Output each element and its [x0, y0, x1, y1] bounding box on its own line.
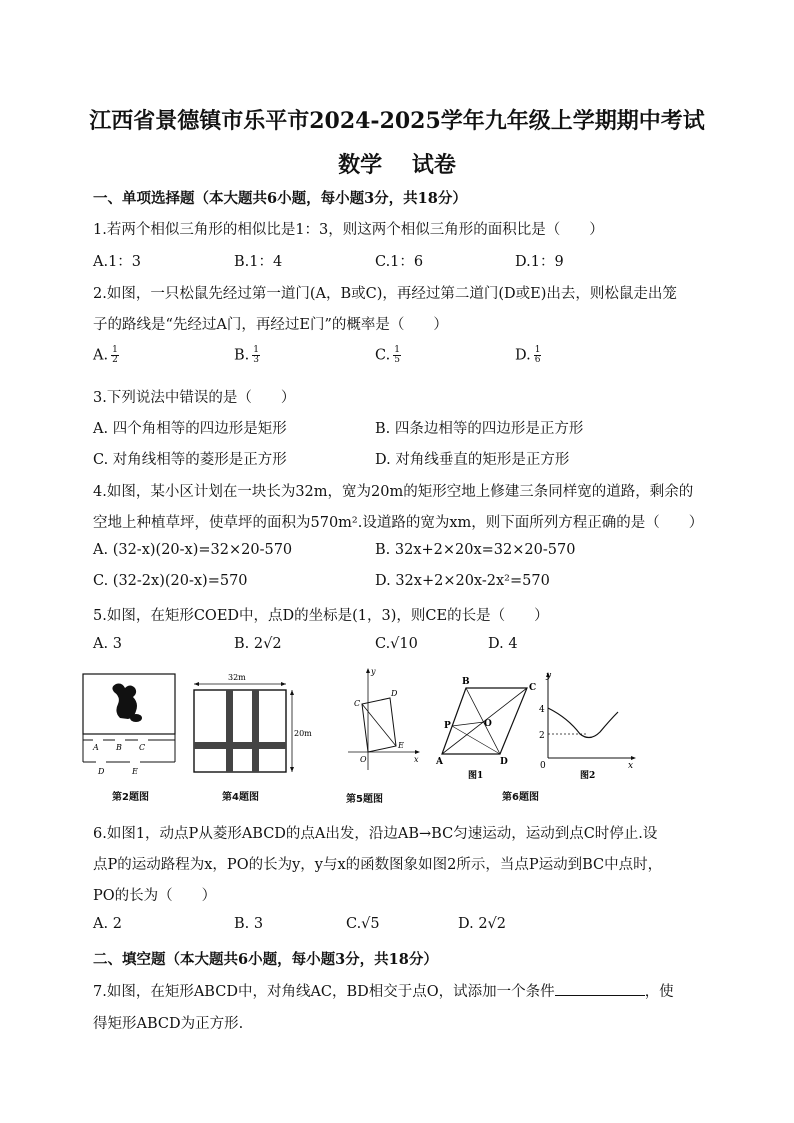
gate-b-label: B: [116, 743, 122, 752]
graph-tick-2: 2: [539, 731, 545, 741]
field-width-label: 20m: [294, 729, 312, 738]
fig6-a-label: A: [436, 757, 443, 767]
graph-y-label: y: [546, 671, 552, 681]
q5-option-c: C.√10: [375, 636, 418, 652]
q3-stem: 3.下列说法中错误的是（ ）: [93, 390, 296, 406]
q5-stem: 5.如图，在矩形COED中，点D的坐标是(1，3)，则CE的长是（ ）: [93, 608, 549, 624]
q5-option-d: D. 4: [488, 636, 518, 652]
graph-x-label: x: [628, 761, 634, 771]
fig5-c-label: C: [354, 699, 361, 708]
q6-stem-line1: 6.如图1，动点P从菱形ABCD的点A出发，沿边AB→BC匀速运动，运动到点C时停止.设: [93, 826, 658, 842]
road-vertical-1: [226, 690, 233, 772]
q7-stem-part2: ，使: [644, 984, 674, 1000]
figure-q5-caption: 第5题图: [346, 794, 383, 805]
figure-q2-cage: [80, 670, 180, 778]
graph-tick-4: 4: [539, 705, 545, 715]
q6-option-c: C.√5: [346, 916, 380, 932]
q7-stem-line2: 得矩形ABCD为正方形.: [93, 1016, 244, 1032]
q6-option-b: B. 3: [234, 916, 264, 932]
q3-option-d: D. 对角线垂直的矩形是正方形: [375, 452, 570, 468]
fig6-c-label: C: [529, 683, 537, 693]
section2-heading: 二、填空题（本大题共6小题，每小题3分，共18分）: [93, 951, 438, 968]
q4-stem-line1: 4.如图，某小区计划在一块长为32m，宽为20m的矩形空地上修建三条同样宽的道路，剩余的: [93, 484, 694, 500]
q2-option-c: C. $\frac{1}{5}$: [375, 345, 400, 365]
fig6-b-label: B: [462, 677, 470, 687]
q2-stem-line1: 2.如图，一只松鼠先经过第一道门(A，B或C)，再经过第二道门(D或E)出去，则松鼠走出笼: [93, 286, 677, 302]
squirrel-icon: [112, 684, 142, 723]
fig6-p-label: P: [444, 721, 451, 731]
figure-q5-axes: [340, 662, 425, 777]
fig5-o-label: O: [360, 755, 367, 764]
q1-option-a: A.1：3: [93, 254, 142, 270]
fig5-d-label: D: [391, 689, 398, 698]
q5-option-b: B. 2√2: [234, 636, 282, 652]
q2-option-d: D. $\frac{1}{6}$: [515, 345, 541, 365]
exam-subtitle: 数学 试卷: [338, 152, 456, 178]
q6-stem-line3: PO的长为（ ）: [93, 888, 217, 904]
q1-stem: 1.若两个相似三角形的相似比是1：3，则这两个相似三角形的面积比是（ ）: [93, 222, 604, 238]
figure-q4-caption: 第4题图: [222, 792, 259, 803]
figure-q6-graph: [538, 668, 638, 780]
q6-option-a: A. 2: [93, 916, 122, 932]
q2-option-a: A. $\frac{1}{2}$: [93, 345, 118, 365]
road-vertical-2: [252, 690, 259, 772]
gate-d-label: D: [98, 767, 105, 776]
gate-c-label: C: [139, 743, 146, 752]
gate-a-label: A: [93, 743, 99, 752]
gate-e-label: E: [132, 767, 138, 776]
graph-curve: [548, 708, 618, 738]
q4-option-a: A. (32-x)(20-x)=32×20-570: [93, 542, 293, 558]
q1-option-d: D.1：9: [515, 254, 564, 270]
q6-stem-line2: 点P的运动路程为x，PO的长为y，y与x的函数图象如图2所示，当点P运动到BC中点时，: [93, 857, 663, 873]
fig5-x-label: x: [414, 755, 419, 764]
q2-option-b: B. $\frac{1}{3}$: [234, 345, 259, 365]
figure-q6-rhombus: [432, 668, 542, 780]
figure-q2-caption: 第2题图: [112, 792, 149, 803]
q2-stem-line2: 子的路线是“先经过A门，再经过E门”的概率是（ ）: [93, 317, 448, 333]
q3-option-c: C. 对角线相等的菱形是正方形: [93, 452, 287, 468]
field-rectangle: [194, 690, 286, 772]
fig6-d-label: D: [500, 757, 508, 767]
fig6-sub2-label: 图2: [580, 771, 596, 780]
section1-heading: 一、单项选择题（本大题共6小题，每小题3分，共18分）: [93, 190, 467, 207]
q7-stem-line1: [93, 980, 674, 1001]
q5-option-a: A. 3: [93, 636, 122, 652]
fig6-sub1-label: 图1: [468, 771, 484, 780]
fig6-o-label: O: [484, 719, 492, 729]
q1-option-b: B.1：4: [234, 254, 283, 270]
figure-q4-field: [190, 670, 320, 778]
q6-option-d: D. 2√2: [458, 916, 507, 932]
q4-option-d: D. 32x+2×20x-2x²=570: [375, 573, 550, 589]
q1-option-c: C.1：6: [375, 254, 424, 270]
fig5-y-label: y: [371, 667, 376, 676]
road-horizontal: [194, 742, 286, 749]
q4-option-b: B. 32x+2×20x=32×20-570: [375, 542, 576, 558]
q7-stem-part1: 7.如图，在矩形ABCD中，对角线AC，BD相交于点O，试添加一个条件: [93, 984, 555, 1000]
figure-q6-caption: 第6题图: [502, 792, 539, 803]
q3-option-b: B. 四条边相等的四边形是正方形: [375, 421, 584, 437]
field-length-label: 32m: [228, 673, 246, 682]
exam-title: 江西省景德镇市乐平市2024-2025学年九年级上学期期中考试: [89, 108, 705, 134]
graph-tick-0: 0: [540, 761, 546, 771]
q4-option-c: C. (32-2x)(20-x)=570: [93, 573, 248, 589]
q4-stem-line2: 空地上种植草坪，使草坪的面积为570m².设道路的宽为xm，则下面所列方程正确的是（ ）: [93, 515, 704, 531]
fig5-e-label: E: [398, 741, 404, 750]
q7-answer-blank[interactable]: [555, 983, 645, 996]
q3-option-a: A. 四个角相等的四边形是矩形: [93, 421, 287, 437]
